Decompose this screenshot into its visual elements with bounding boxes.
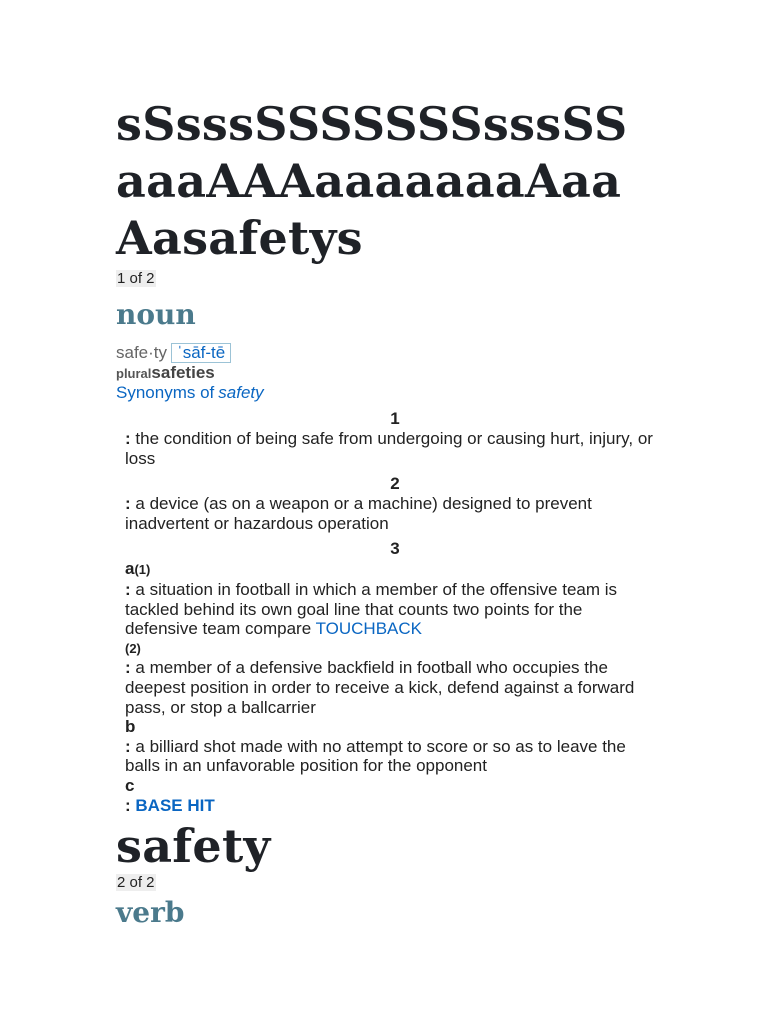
sense-letter-c: c: [125, 775, 135, 795]
sense-number-2: 2: [390, 474, 400, 494]
plural-form: safeties: [151, 363, 215, 382]
headword-2: safety: [116, 819, 271, 874]
definition-text: a billiard shot made with no attempt to score or so as to leave the balls in an unfavorable position for the opponent: [125, 736, 626, 776]
definition-3b: [125, 737, 656, 776]
part-of-speech-link-2[interactable]: verb: [116, 896, 185, 930]
definition-2: [125, 494, 656, 533]
headword-line-2: aaaAAAaaaaaaaAaa: [116, 154, 622, 208]
definition-text: the condition of being safe from undergoing or causing hurt, injury, or loss: [125, 429, 653, 468]
sense-number-1: 1: [390, 409, 400, 428]
definition-colon: :: [125, 658, 131, 678]
definition-3c: [125, 796, 656, 816]
synonyms-link[interactable]: [116, 383, 656, 403]
definition-colon: :: [125, 795, 131, 815]
pronunciation-button[interactable]: ˈsāf-tē: [171, 343, 231, 363]
sense-number-3: 3: [390, 539, 400, 559]
touchback-link[interactable]: TOUCHBACK: [315, 619, 423, 639]
headword-line-1: sSsssSSSSSSSsssSS: [116, 97, 628, 151]
sense-3a-label: [125, 559, 656, 580]
definition-3a1: [125, 580, 656, 639]
definition-3a2: [125, 658, 656, 717]
plural-row: [116, 363, 656, 383]
synonyms-label: Synonyms of: [116, 383, 215, 402]
synonyms-word: safety: [218, 383, 264, 402]
definition-text: a device (as on a weapon or a machine) designed to prevent inadvertent or hazardous operation: [125, 494, 592, 533]
definition-colon: :: [125, 494, 131, 514]
definition-colon: :: [125, 736, 131, 756]
headword: [116, 96, 656, 267]
definition-colon: :: [125, 429, 131, 448]
base-hit-link[interactable]: BASE HIT: [135, 795, 215, 815]
definition-1: [125, 429, 656, 468]
part-of-speech-link[interactable]: noun: [116, 298, 196, 331]
subsense-number-1: (1): [134, 562, 151, 578]
definitions: [116, 409, 656, 815]
sense-letter-a: a: [125, 559, 135, 579]
sense-letter-b: b: [125, 717, 136, 737]
definition-colon: :: [125, 579, 131, 599]
content: [116, 96, 656, 930]
syllables: safe·ty: [116, 343, 168, 362]
entry-count: 1 of 2: [117, 270, 155, 287]
entry-count-2: 2 of 2: [117, 874, 155, 892]
subsense-number-2: (2): [125, 640, 141, 656]
pronunciation-row: [116, 343, 656, 363]
definition-text: a member of a defensive backfield in football who occupies the deepest position in order to receive a kick, defend against a forward pass, or stop a ballcarrier: [125, 658, 635, 717]
headword-line-3: Aasafetys: [116, 211, 363, 265]
definition-text: a situation in football in which a member of the offensive team is tackled behind its own goal line that counts two points for the defensive team compare: [125, 579, 618, 639]
plural-label: plural: [116, 366, 152, 381]
